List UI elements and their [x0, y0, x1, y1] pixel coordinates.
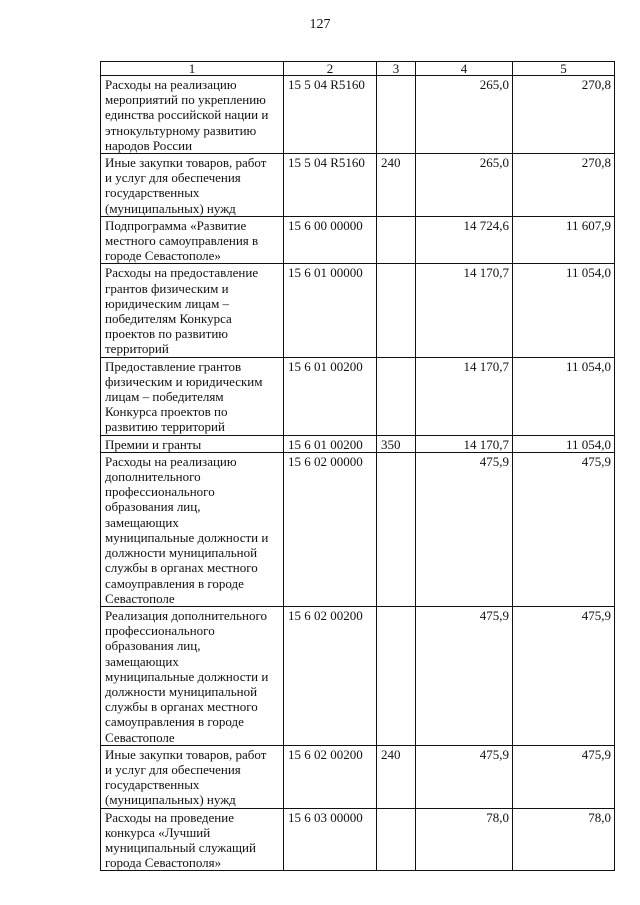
- row-name-line: победителям Конкурса: [105, 311, 232, 327]
- row-name-line: самоуправления в городе: [105, 575, 244, 591]
- row-name-line: образования лиц,: [105, 638, 201, 654]
- row-value-1: 265,0: [416, 76, 513, 154]
- table-row: [101, 357, 615, 435]
- row-name-line: этнокультурному развитию: [105, 122, 257, 138]
- row-name-line: Севастополе: [105, 729, 175, 745]
- row-name-line: профессионального: [105, 484, 215, 500]
- header-col-5: 5: [513, 62, 615, 76]
- header-row: [101, 62, 615, 76]
- row-name-line: замещающих: [105, 653, 179, 669]
- row-value-1: 14 170,7: [416, 357, 513, 435]
- row-name-line: Расходы на проведение: [105, 809, 234, 825]
- budget-table: [100, 61, 615, 871]
- row-name-line: профессионального: [105, 623, 215, 639]
- table-row: [101, 216, 615, 264]
- row-code: 15 6 02 00000: [284, 452, 377, 606]
- table-row: [101, 452, 615, 606]
- row-name-line: (муниципальных) нужд: [105, 200, 236, 216]
- row-name-line: Расходы на реализацию: [105, 77, 237, 92]
- header-col-3: 3: [377, 62, 416, 76]
- row-name-line: дополнительного: [105, 469, 201, 485]
- row-name-line: городе Севастополе»: [105, 248, 221, 264]
- row-name-line: Премии и гранты: [105, 436, 202, 452]
- row-expense-type: [377, 264, 416, 357]
- row-code: 15 5 04 R5160: [284, 76, 377, 154]
- table-row: [101, 435, 615, 452]
- row-name-line: единства российской нации и: [105, 107, 269, 123]
- row-value-1: 475,9: [416, 452, 513, 606]
- row-code: 15 6 02 00200: [284, 606, 377, 745]
- row-name: [101, 264, 284, 357]
- row-name: [101, 76, 284, 154]
- page-number: 127: [309, 17, 331, 32]
- row-name-line: конкурса «Лучший: [105, 824, 211, 840]
- row-value-2: 11 054,0: [513, 435, 615, 452]
- table-row: [101, 606, 615, 745]
- row-name-line: лицам – победителям: [105, 389, 224, 405]
- row-name-line: замещающих: [105, 514, 179, 530]
- row-code: 15 6 02 00200: [284, 745, 377, 808]
- row-expense-type: [377, 357, 416, 435]
- row-expense-type: [377, 76, 416, 154]
- row-name: [101, 745, 284, 808]
- row-value-2: 11 054,0: [513, 264, 615, 357]
- row-name-line: муниципальные должности и: [105, 529, 269, 545]
- row-value-2: 78,0: [513, 808, 615, 871]
- row-name-line: Конкурса проектов по: [105, 404, 228, 420]
- row-value-1: 475,9: [416, 606, 513, 745]
- row-value-1: 14 170,7: [416, 435, 513, 452]
- row-code: 15 6 01 00200: [284, 357, 377, 435]
- row-expense-type: 240: [377, 745, 416, 808]
- row-value-1: 14 724,6: [416, 216, 513, 264]
- header-col-2: 2: [284, 62, 377, 76]
- row-code: 15 6 01 00000: [284, 264, 377, 357]
- row-name-line: образования лиц,: [105, 499, 201, 515]
- row-value-2: 270,8: [513, 76, 615, 154]
- row-code: 15 6 01 00200: [284, 435, 377, 452]
- row-name-line: (муниципальных) нужд: [105, 792, 236, 808]
- header-col-1: 1: [101, 62, 284, 76]
- row-name: [101, 216, 284, 264]
- row-value-2: 475,9: [513, 745, 615, 808]
- row-name-line: и услуг для обеспечения: [105, 170, 241, 186]
- row-name-line: службы в органах местного: [105, 699, 258, 715]
- row-expense-type: 240: [377, 154, 416, 217]
- row-name-line: развитию территорий: [105, 419, 225, 435]
- row-value-2: 11 054,0: [513, 357, 615, 435]
- row-expense-type: [377, 606, 416, 745]
- table-row: [101, 76, 615, 154]
- row-name-line: юридическим лицам –: [105, 295, 230, 311]
- row-value-1: 78,0: [416, 808, 513, 871]
- row-name-line: территорий: [105, 341, 169, 357]
- row-expense-type: [377, 808, 416, 871]
- row-name-line: государственных: [105, 185, 200, 201]
- row-name-line: Подпрограмма «Развитие: [105, 217, 247, 233]
- row-value-1: 14 170,7: [416, 264, 513, 357]
- table-row: [101, 264, 615, 357]
- row-name: [101, 154, 284, 217]
- row-value-1: 475,9: [416, 745, 513, 808]
- row-value-2: 11 607,9: [513, 216, 615, 264]
- row-name-line: самоуправления в городе: [105, 714, 244, 730]
- row-value-1: 265,0: [416, 154, 513, 217]
- row-name-line: Севастополе: [105, 590, 175, 606]
- row-name-line: службы в органах местного: [105, 560, 258, 576]
- row-name-line: грантов физическим и: [105, 280, 229, 296]
- row-name-line: мероприятий по укреплению: [105, 92, 266, 108]
- row-name: [101, 357, 284, 435]
- table-row: [101, 154, 615, 217]
- row-name-line: муниципальный служащий: [105, 839, 256, 855]
- row-code: 15 6 03 00000: [284, 808, 377, 871]
- row-name-line: Расходы на реализацию: [105, 453, 237, 469]
- row-value-2: 475,9: [513, 452, 615, 606]
- row-name-line: должности муниципальной: [105, 683, 258, 699]
- row-expense-type: [377, 216, 416, 264]
- row-value-2: 270,8: [513, 154, 615, 217]
- row-name-line: Иные закупки товаров, работ: [105, 746, 267, 762]
- row-code: 15 5 04 R5160: [284, 154, 377, 217]
- row-name: [101, 606, 284, 745]
- row-name-line: проектов по развитию: [105, 326, 228, 342]
- table-row: [101, 745, 615, 808]
- row-name-line: государственных: [105, 777, 200, 793]
- row-name-line: и услуг для обеспечения: [105, 761, 241, 777]
- row-name: [101, 808, 284, 871]
- row-name: [101, 452, 284, 606]
- row-name-line: должности муниципальной: [105, 545, 258, 561]
- row-name-line: народов России: [105, 137, 193, 153]
- row-name-line: местного самоуправления в: [105, 233, 259, 249]
- table-row: [101, 808, 615, 871]
- row-name-line: Реализация дополнительного: [105, 607, 267, 623]
- row-expense-type: 350: [377, 435, 416, 452]
- row-value-2: 475,9: [513, 606, 615, 745]
- row-name: [101, 435, 284, 452]
- row-name-line: муниципальные должности и: [105, 668, 269, 684]
- row-code: 15 6 00 00000: [284, 216, 377, 264]
- row-expense-type: [377, 452, 416, 606]
- row-name-line: Предоставление грантов: [105, 358, 242, 374]
- row-name-line: города Севастополя»: [105, 855, 222, 871]
- header-col-4: 4: [416, 62, 513, 76]
- row-name-line: Расходы на предоставление: [105, 265, 259, 281]
- row-name-line: физическим и юридическим: [105, 373, 263, 389]
- row-name-line: Иные закупки товаров, работ: [105, 155, 267, 171]
